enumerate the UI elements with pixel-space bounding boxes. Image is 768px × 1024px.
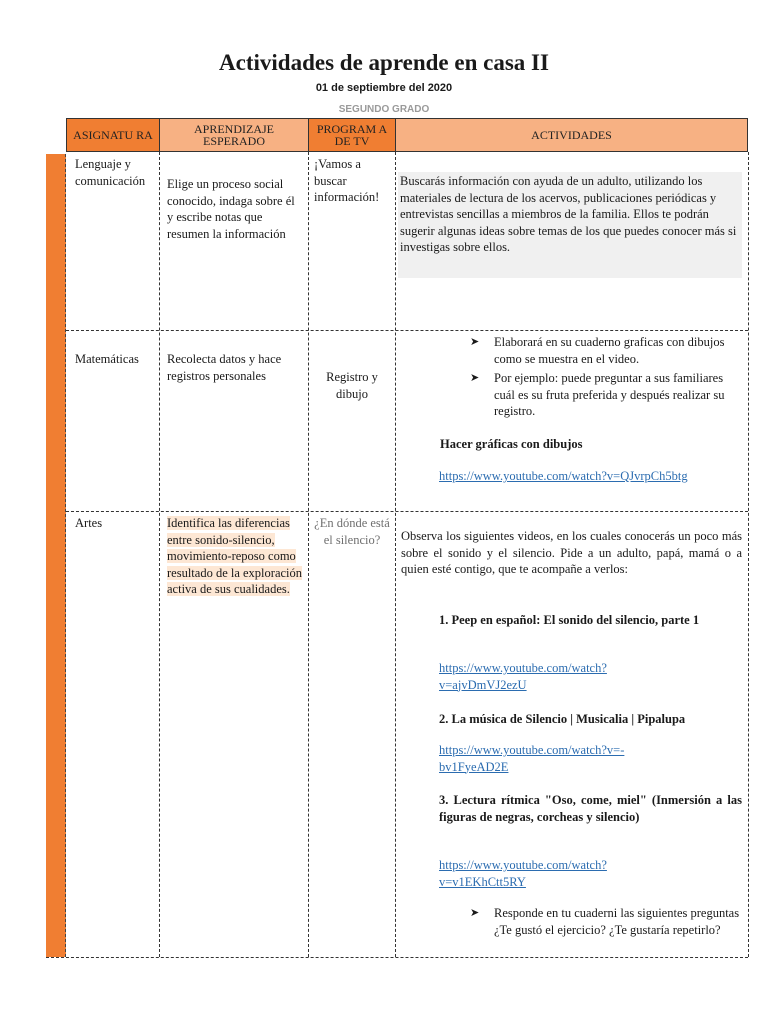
resource-title: Hacer gráficas con dibujos [440, 437, 583, 451]
row-divider [66, 511, 748, 512]
arrow-bullet-icon: ➤ [470, 907, 480, 919]
grade-label: SEGUNDO GRADO [338, 104, 430, 115]
program-cell: Registro y dibujo [326, 370, 378, 401]
header-program: PROGRAM A DE TV [308, 118, 396, 152]
subject-cell: Artes [75, 516, 103, 530]
learning-cell: Elige un proceso social conocido, indaga sobre él y escribe notas que resumen la información [167, 177, 295, 241]
video-title: 3. Lectura rítmica "Oso, come, miel" (Inmersión a las figuras de negras, corcheas y silencio) [439, 793, 742, 824]
list-item [470, 334, 744, 367]
program-cell: ¿En dónde está el silencio? [314, 516, 390, 547]
video-title: 1. Peep en español: El sonido del silencio, parte 1 [439, 613, 700, 627]
table-right-border [748, 152, 749, 957]
subject-cell: Lenguaje y comunicación [75, 157, 146, 188]
video-link[interactable]: https://www.youtube.com/watch?v=v1EKhCtt5RY [439, 858, 607, 889]
table-left-border [65, 154, 66, 957]
header-subject: ASIGNATU RA [66, 118, 160, 152]
program-cell: ¡Vamos a buscar información! [314, 157, 380, 204]
learning-cell [167, 515, 307, 598]
table-bottom-border [46, 957, 748, 958]
page-title: Actividades de aprende en casa II [219, 50, 549, 75]
document-date: 01 de septiembre del 2020 [315, 82, 453, 94]
video-link[interactable]: https://www.youtube.com/watch?v=ajvDmVJ2ezU [439, 661, 607, 692]
header-activities: ACTIVIDADES [395, 118, 748, 152]
side-band [46, 154, 66, 957]
column-divider [159, 152, 160, 957]
activity-cell: Buscarás información con ayuda de un adulto, utilizando los materiales de lectura de los acervos, publicaciones periódicas y entrevistas sencillas a miembros de la familia. Ellos te podrán sugerir algunas ideas sobre temas de los que puedes conocer más si investigas sobre ellos. [400, 174, 737, 254]
arrow-bullet-icon: ➤ [470, 372, 480, 384]
list-item-text: Responde en tu cuaderni las siguientes preguntas ¿Te gustó el ejercicio? ¿Te gustaría repetirlo? [494, 906, 740, 937]
column-divider [308, 152, 309, 957]
learning-cell: Recolecta datos y hace registros personales [167, 352, 282, 383]
subject-cell: Matemáticas [75, 352, 139, 366]
video-link[interactable]: https://www.youtube.com/watch?v=-bv1FyeAD2E [439, 743, 625, 774]
column-divider [395, 152, 396, 957]
row-divider [66, 330, 748, 331]
video-title: 2. La música de Silencio | Musicalia | Pipalupa [439, 712, 686, 726]
arrow-bullet-icon: ➤ [470, 336, 480, 348]
list-item [470, 905, 742, 938]
list-item-text: Por ejemplo: puede preguntar a sus familiares cuál es su fruta preferida y después realizar su registro. [494, 371, 725, 418]
learning-text: Identifica las diferencias entre sonido-silencio, movimiento-reposo como resultado de la exploración activa de sus cualidades. [167, 516, 303, 596]
activity-intro: Observa los siguientes videos, en los cuales conocerás un poco más sobre el sonido y el silencio. Pide a un adulto, papá, mamá o a quien esté contigo, que te acompañe a verlos: [401, 529, 742, 576]
resource-link[interactable]: https://www.youtube.com/watch?v=QJvrpCh5btg [439, 469, 688, 483]
list-item-text: Elaborará en su cuaderno graficas con dibujos como se muestra en el video. [494, 335, 725, 366]
header-learning: APRENDIZAJE ESPERADO [159, 118, 309, 152]
list-item [470, 370, 744, 420]
